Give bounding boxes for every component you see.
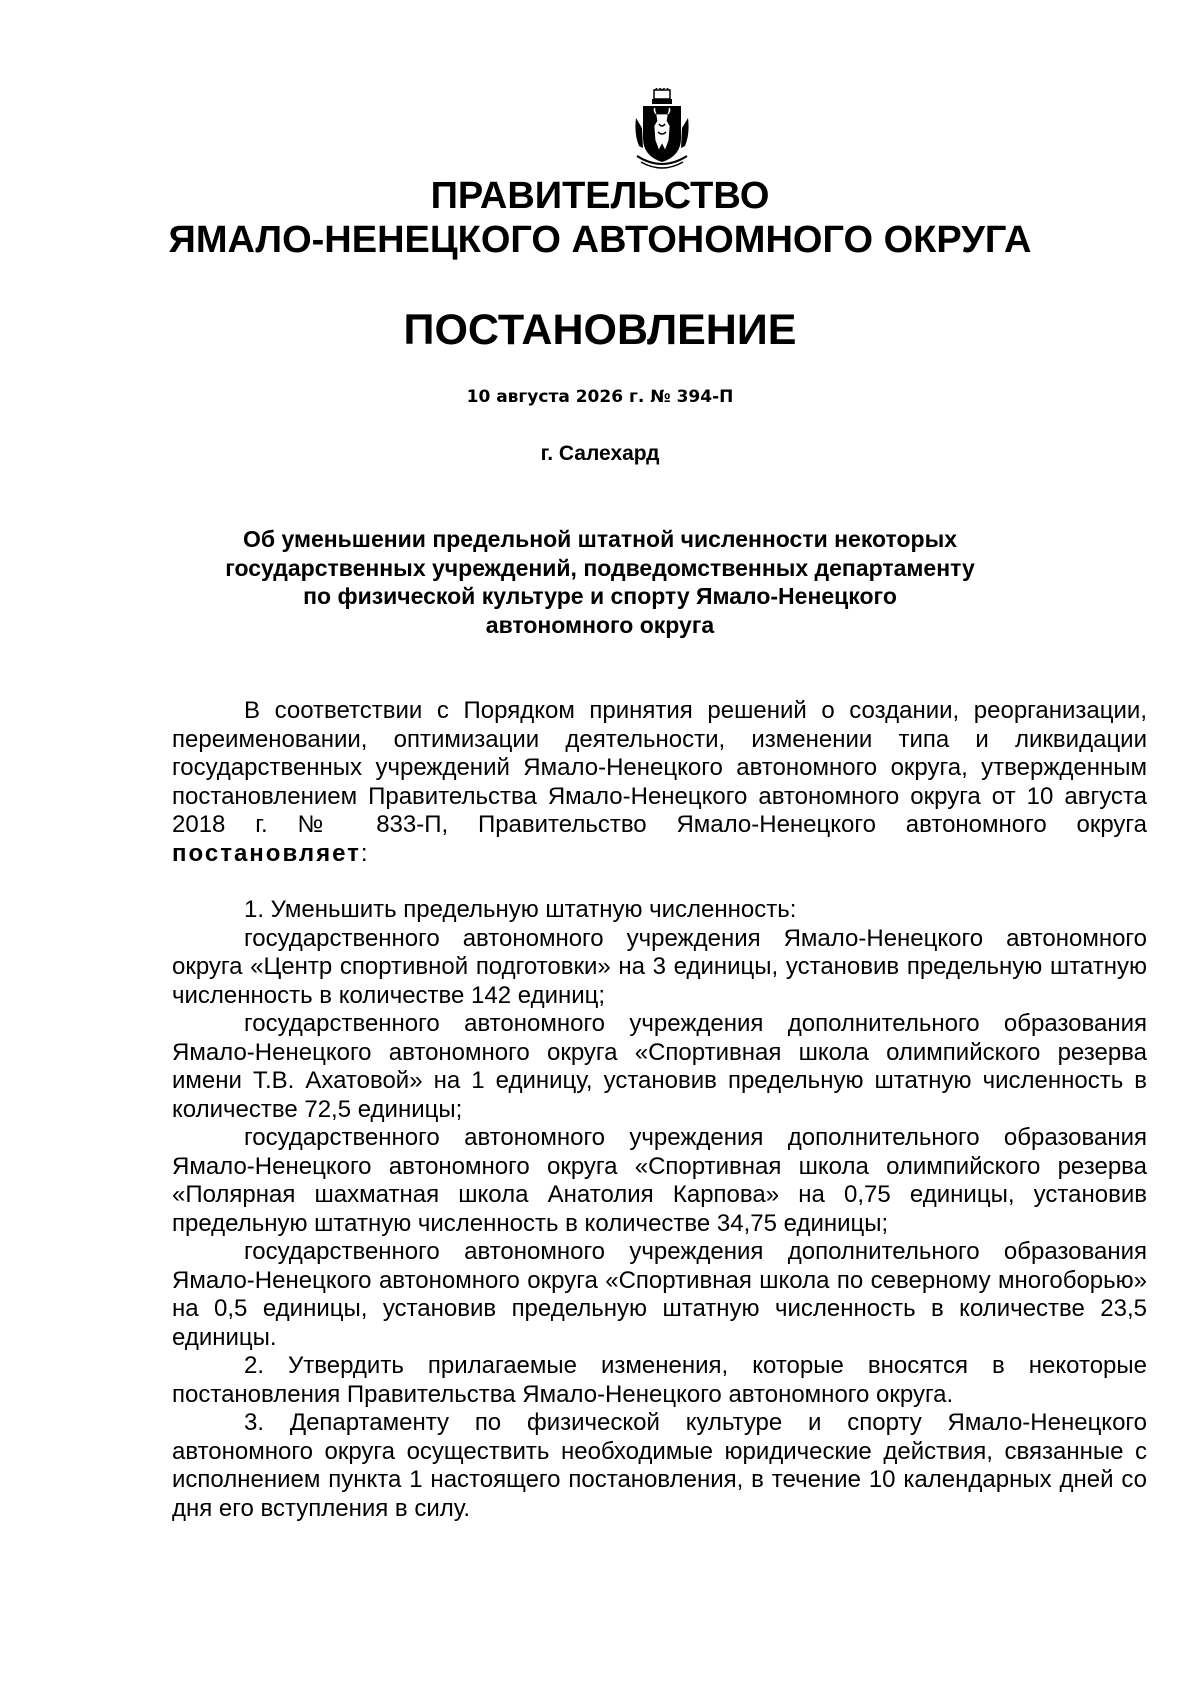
- item-1-lead: 1. Уменьшить предельную штатную численность:: [244, 896, 797, 923]
- document-subject: [180, 525, 1020, 639]
- document-type-heading: ПОСТАНОВЛЕНИЕ: [403, 306, 797, 354]
- document-city: г. Салехард: [540, 442, 660, 465]
- preamble-end: :: [360, 839, 368, 867]
- item-1-subitem-northern-allround-school: государственного автономного учреждения дополнительного образования Ямало-Ненецкого автономного округа «Спортивная школа по северному многоборью» на 0,5 единицы, установив предельную штатную численность в количестве 23,5 единицы.: [172, 1238, 1147, 1351]
- item-1-subitem-chess-school: государственного автономного учреждения дополнительного образования Ямало-Ненецкого автономного округа «Спортивная школа олимпийского резерва «Полярная шахматная школа Анатолия Карпова» на 0,75 единицы, установив предельную штатную численность в количестве 34,75 единицы;: [172, 1124, 1147, 1237]
- subject-line: Об уменьшении предельной штатной численности некоторых: [243, 526, 957, 552]
- item-1-subitem-sport-training-center: государственного автономного учреждения Ямало-Ненецкого автономного округа «Центр спортивной подготовки» на 3 единицы, установив предельную штатную численность в количестве 142 единиц;: [172, 924, 1147, 1009]
- preamble-text: В соответствии с Порядком принятия решений о создании, реорганизации, переименовании, оптимизации деятельности, изменении типа и ликвидации государственных учреждений Ямало-Ненецкого автономного округа, утвержденным постановлением Правительства Ямало-Ненецкого автономного округа от 10 августа 2018 г. № 833-П, Правительство Ямало-Ненецкого автономного округа: [172, 697, 1147, 838]
- resolution-verb: постановляет: [172, 839, 361, 867]
- item-2-paragraph: 2. Утвердить прилагаемые изменения, которые вносятся в некоторые постановления Правительства Ямало-Ненецкого автономного округа.: [172, 1352, 1147, 1408]
- subject-line: автономного округа: [485, 611, 715, 638]
- organization-title-line1: ПРАВИТЕЛЬСТВО: [430, 175, 770, 217]
- document-date-number: 10 августа 2026 г. № 394-П: [466, 387, 734, 407]
- subject-line: по физической культуре и спорту Ямало-Ненецкого: [303, 583, 897, 609]
- subject-line: государственных учреждений, подведомственных департаменту: [225, 554, 975, 581]
- preamble-paragraph: [172, 697, 1147, 868]
- item-1-subitem-akhatova-school: государственного автономного учреждения дополнительного образования Ямало-Ненецкого автономного округа «Спортивная школа олимпийского резерва имени Т.В. Ахатовой» на 1 единицу, установив предельную штатную численность в количестве 72,5 единицы;: [172, 1010, 1147, 1123]
- document-body: [172, 697, 1147, 1523]
- item-3-paragraph: 3. Департаменту по физической культуре и спорту Ямало-Ненецкого автономного округа осуществить необходимые юридические действия, связанные с исполнением пункта 1 настоящего постановления, в течение 10 календарных дней со дня его вступления в силу.: [172, 1409, 1147, 1522]
- organization-title-line2: ЯМАЛО-НЕНЕЦКОГО АВТОНОМНОГО ОКРУГА: [168, 219, 1032, 261]
- coat-of-arms-emblem: [633, 88, 691, 174]
